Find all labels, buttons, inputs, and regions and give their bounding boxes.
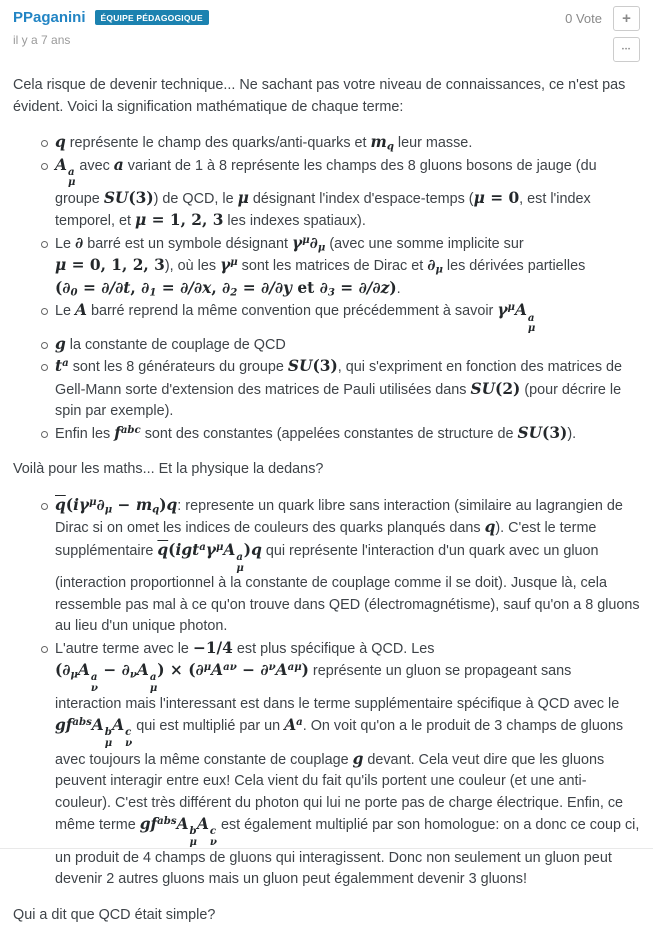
math-expression: g (352, 749, 364, 768)
list-item: g la constante de couplage de QCD (55, 334, 640, 357)
math-expression: mq (370, 133, 394, 153)
paragraph: Cela risque de devenir technique... Ne sachant pas votre niveau de connaissances, ce n'est pas évident. Voici la signification mathématique de chaque terme: (13, 77, 626, 115)
list-item: Le ∂ barré est un symbole désignant $\gamma^\mu\partial\mu$ (avec une somme implicite sur μ = 0, 1, 2, 3), où les $\gamma^\mu$ sont les matrices de Dirac et ∂μ les dérivées partielles (∂0 = ∂/∂t, ∂1 = ∂/∂x, ∂2 = ∂/∂y et ∂3 = ∂/∂z). (55, 233, 640, 301)
upvote-button[interactable] (613, 6, 640, 31)
math-expression: $\gamma^\mu A$ a μ (497, 301, 536, 335)
plus-icon: + (622, 10, 631, 27)
list-item: q représente le champ des quarks/anti-quarks et mq leur masse. (55, 132, 640, 155)
math-expression: $gf^{abs}A$ b μ A c ν (55, 716, 133, 749)
math-expression: $\overline{q}(i\gamma^\mu\partial\mu - mq)q$ (55, 495, 178, 516)
math-expression: −1/4 (192, 638, 233, 657)
math-expression: q (484, 518, 496, 537)
math-expression: $\overline{q}(igt^a\gamma^\mu A$ a μ )q (157, 540, 262, 574)
list-item: Enfin les $f^{abc}$ sont des constantes (appelées constantes de structure de SU(3)). (55, 423, 640, 446)
post-actions (565, 6, 640, 62)
math-expression: A (75, 301, 87, 320)
math-expression: ∂μ (427, 256, 443, 276)
bullet-list (13, 132, 640, 445)
post-header (13, 6, 640, 62)
username-link[interactable]: PPaganini (13, 9, 86, 26)
math-expression: (∂μA a ν − ∂νA a μ ) × $(\partial^\mu A^{a\nu} - \partial^\nu A^{a\mu})$ (55, 661, 309, 695)
math-expression: μ (237, 188, 249, 207)
post-body (13, 75, 640, 926)
list-item: L'autre terme avec le −1/4 est plus spécifique à QCD. Les (∂μA a ν − ∂νA a μ ) × $(\partial^\mu A^{a\nu} - \partial^\nu A^{a\mu})$ représente un gluon se propageant sans interaction mais l'interessant est dans le terme supplémentaire spécifique à QCD avec le $gf^{abs}A$ b μ A c ν qui est multiplié par un $A^a$. On voit qu'on a le produit de 3 champs de gluons avec toujours la même constante de couplage g devant. Cela veut dire que les gluons peuvent interagir entre eux! Cela vient du fait qu'ils portent une couleur (et une anti-couleur). C'est très différent du photon qui lui ne porte pas de charge électrique. Enfin, ce même terme $gf^{abs}A$ b μ A c ν est également multiplié par son homologue: on a donc ce coup ci, un produit de 4 champs de gluons qui interagissent. Donc non seulement un gluon peut devenir 2 autres gluons mais un gluon peut égalemment devenir 3 gluons! (55, 638, 640, 891)
list-item: A a μ avec a variant de 1 à 8 représente les champs des 8 gluons bosons de jauge (du groupe SU(3)) de QCD, le μ désignant l'index d'espace-temps (μ = 0, est l'index temporel, et μ = 1, 2, 3 les indexes spatiaux). (55, 155, 640, 233)
list-item: $\overline{q}(i\gamma^\mu\partial\mu - mq)q$: represente un quark libre sans interaction (similaire au lagrangien de Dirac si on omet les indices de couleurs des quarks planqués dans q). C'est le terme supplémentaire $\overline{q}(igt^a\gamma^\mu A$ a μ )q qui représente l'interaction d'un quark avec un gluon (interaction proportionnel à la constante de couplage comme il se doit). Jusque là, cela ressemble pas mal à ce qu'on trouve dans QED (électromagnétisme), sauf qu'on a 8 gluons au lieu d'un unique photon. (55, 495, 640, 638)
author-block (13, 6, 209, 47)
math-expression: SU(3) (517, 423, 568, 442)
math-expression: μ = 0, 1, 2, 3 (55, 256, 165, 275)
bullet-list (13, 495, 640, 891)
math-expression: SU(2) (470, 379, 521, 398)
math-expression: $A^a$ (284, 716, 303, 735)
math-expression: q (55, 133, 66, 151)
vote-count: 0 Vote (565, 11, 602, 26)
more-options-button[interactable] (613, 37, 640, 62)
math-expression: SU(3) (103, 188, 154, 207)
author-badge: ÉQUIPE PÉDAGOGIQUE (95, 10, 209, 25)
math-expression: μ = 1, 2, 3 (135, 211, 224, 230)
math-expression: A a μ (55, 155, 76, 189)
math-expression: $f^{abc}$ (114, 423, 141, 442)
math-expression: (∂0 = ∂/∂t, ∂1 = ∂/∂x, ∂2 = ∂/∂y et ∂3 = ∂/∂z) (55, 278, 397, 299)
list-item: Le A barré reprend la même convention que précédemment à savoir $\gamma^\mu A$ a μ (55, 300, 640, 333)
math-expression: g (55, 334, 66, 353)
list-item: $t^a$ sont les 8 générateurs du groupe SU(3), qui s'expriment en fonction des matrices de Gell-Mann sorte d'extension des matrices de Pauli utilisées dans SU(2) (pour décrire le spin par exemple). (55, 356, 640, 423)
math-expression: $\gamma^\mu$ (220, 256, 238, 275)
math-expression: ∂ (75, 233, 84, 252)
ellipsis-icon: ••• (621, 46, 632, 53)
math-expression: $\gamma^\mu\partial\mu$ (292, 233, 326, 254)
paragraph: Voilà pour les maths... Et la physique la dedans? (13, 461, 324, 478)
math-expression: μ = 0 (473, 188, 520, 207)
post-timestamp: il y a 7 ans (13, 33, 71, 47)
math-expression: $t^a$ (55, 357, 69, 376)
math-expression: $gf^{abs}A$ b μ A c ν (139, 815, 217, 848)
paragraph: Qui a dit que QCD était simple? (13, 906, 216, 923)
math-expression: a (113, 155, 124, 174)
math-expression: SU(3) (287, 357, 338, 376)
